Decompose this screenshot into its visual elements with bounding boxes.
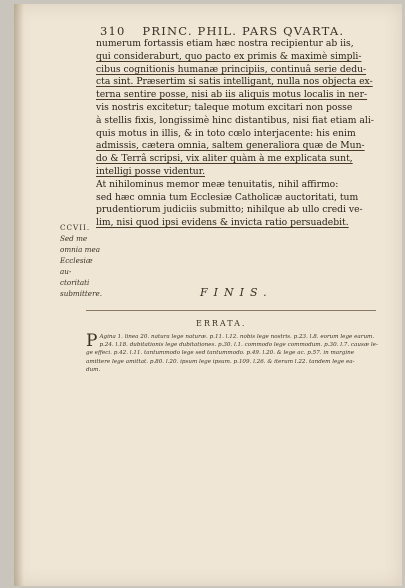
text-line: quis motus in illis, & in toto cœlo interjacente: his enim	[96, 127, 356, 139]
sidenote-line: omnia mea	[60, 245, 100, 254]
errata-line: Agina 1. linea 20. natura lege naturæ. p.11. l.12. nobis lege nostris. p.23. l.8. eorum lege earum.	[99, 334, 375, 340]
main-text	[96, 38, 378, 230]
errata-dropcap: P	[86, 331, 98, 351]
errata-line: amittere lege amittat. p.80. l.20. ipsum lege ipsum. p.109. l.26. & iterum l.22. tandem lege ea-	[86, 358, 355, 365]
text-line: prudentiorum judiciis submitto; nihilque ab ullo credi ve-	[96, 204, 363, 216]
marginal-note	[60, 222, 103, 299]
text-line: At nihilominus memor meæ tenuitatis, nihil affirmo:	[96, 178, 339, 190]
errata-list	[86, 333, 378, 374]
text-line: admissis, cætera omnia, saltem generaliora quæ de Mun-	[96, 140, 365, 152]
page-gutter-shadow	[14, 4, 24, 586]
sidenote-line: ctoritati	[60, 278, 90, 287]
text-line: à stellis fixis, longissimè hinc distantibus, nisi fiat etiam ali-	[96, 114, 374, 126]
finis-heading: FINIS.	[200, 286, 273, 299]
text-line: cta sint. Præsertim si satis intelligant, nulla nos objecta ex-	[96, 76, 373, 88]
article-number: CCVII.	[60, 223, 91, 232]
sidenote-line: submittere.	[60, 289, 103, 298]
errata-title: ERRATA.	[196, 319, 247, 328]
page-number: 310	[100, 24, 126, 38]
errata-line: ge effeci. p.42. l.11. tantummodo lege sed tantummodo. p.49. l.20. & lege ac. p.57. in margine	[86, 350, 355, 357]
errata-line: p.24. l.18. dubitationis lege dubitationes. p.30. l.1. commodo lege commodum. p.30. l.7. causæ le-	[99, 342, 378, 349]
text-line: intelligi posse videntur.	[96, 165, 206, 177]
text-line: numerum fortassis etiam hæc nostra recipientur ab iis,	[96, 38, 354, 49]
sidenote-line: Ecclesiæ au-	[60, 256, 93, 276]
text-line: lim, nisi quod ipsi evidens & invicta ratio persuadebit.	[96, 217, 349, 229]
text-line: do & Terrâ scripsi, vix aliter quàm à me explicata sunt,	[96, 153, 353, 165]
text-line: cibus cognitionis humanæ principiis, continuâ serie dedu-	[96, 63, 367, 75]
divider-rule	[86, 310, 376, 311]
errata-line: dum.	[86, 366, 101, 373]
paragraph-submission	[96, 179, 378, 230]
text-line: sed hæc omnia tum Ecclesiæ Catholicæ auctoritati, tum	[96, 191, 359, 203]
text-line: vis nostris excitetur; taleque motum excitari non posse	[96, 101, 353, 113]
text-line: terna sentire posse, nisi ab iis aliquis motus localis in ner-	[96, 89, 368, 101]
running-header	[100, 24, 372, 38]
text-line: qui consideraburt, quo pacto ex primis & maximè simpli-	[96, 50, 362, 62]
sidenote-line: Sed me	[60, 234, 88, 243]
running-title: PRINC. PHIL. PARS QVARTA.	[142, 24, 345, 38]
